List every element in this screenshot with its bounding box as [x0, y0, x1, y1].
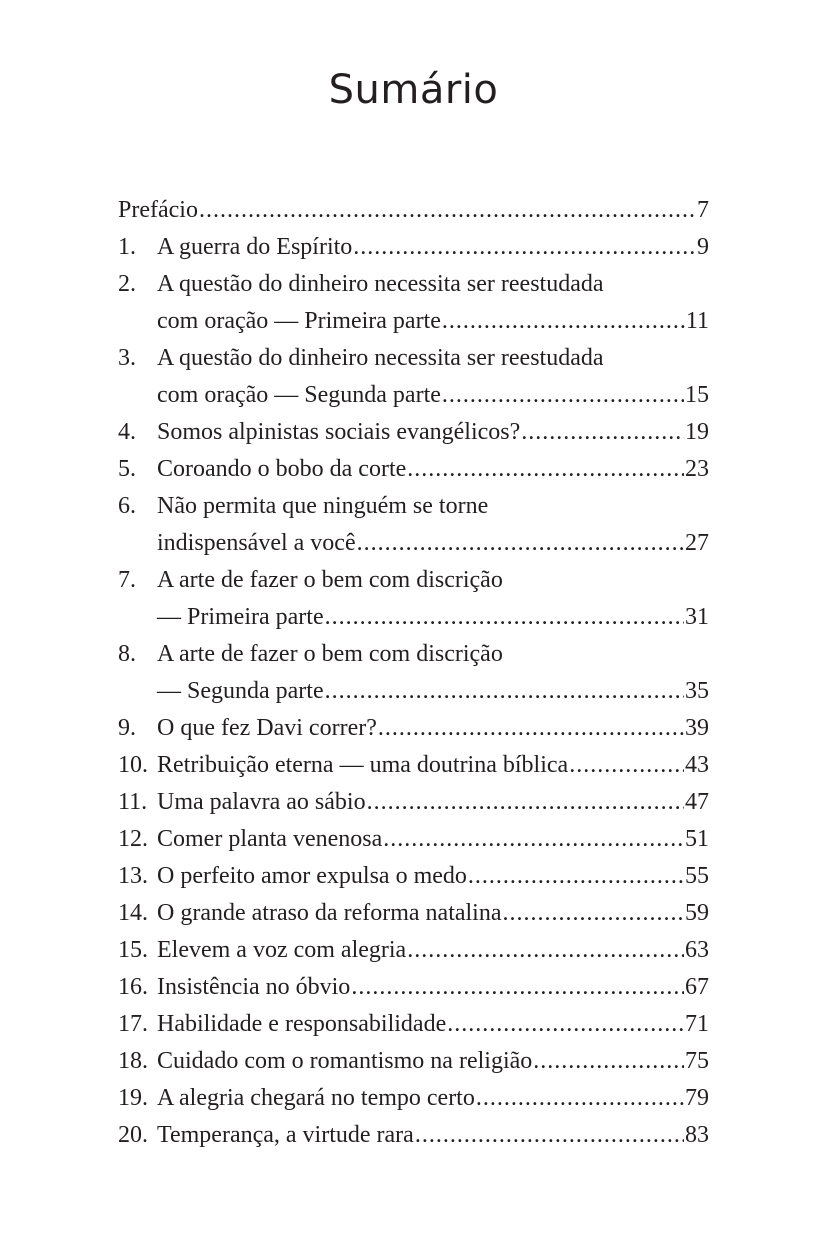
toc-entry-title: Coroando o bobo da corte: [157, 456, 407, 482]
dot-leader: [442, 377, 684, 414]
toc-entry-number: 15.: [118, 937, 148, 963]
toc-entry-continuation[interactable]: [118, 303, 709, 340]
toc-entry-number: 20.: [118, 1122, 148, 1148]
toc-entry-title: Temperança, a virtude rara: [157, 1122, 414, 1148]
page-title: Sumário: [328, 66, 499, 113]
toc-entry[interactable]: [118, 1006, 709, 1043]
dot-leader: [383, 821, 684, 858]
toc-entry[interactable]: [118, 340, 709, 377]
toc-page-number: 43: [685, 752, 709, 778]
toc-page-number: 59: [685, 900, 709, 926]
toc-page-number: 35: [685, 678, 709, 704]
toc-page-number: 67: [685, 974, 709, 1000]
toc-page-number: 83: [685, 1122, 709, 1148]
toc-entry[interactable]: [118, 229, 709, 266]
toc-entry-number: 18.: [118, 1048, 148, 1074]
dot-leader: [521, 414, 684, 451]
toc-entry-number: 13.: [118, 863, 148, 889]
dot-leader: [378, 710, 684, 747]
toc-entry-continuation[interactable]: [118, 525, 709, 562]
dot-leader: [569, 747, 684, 784]
table-of-contents: [118, 192, 709, 1154]
toc-entry[interactable]: [118, 858, 709, 895]
dot-leader: [447, 1006, 684, 1043]
dot-leader: [351, 969, 684, 1006]
toc-entry-number: 14.: [118, 900, 148, 926]
dot-leader: [407, 932, 684, 969]
dot-leader: [468, 858, 684, 895]
dot-leader: [325, 673, 684, 710]
toc-entry-continuation[interactable]: [118, 599, 709, 636]
dot-leader: [503, 895, 685, 932]
toc-entry-continuation[interactable]: [118, 673, 709, 710]
toc-entry-title: A guerra do Espírito: [157, 234, 353, 260]
toc-entry-title: O que fez Davi correr?: [157, 715, 377, 741]
toc-entry-title: Insistência no óbvio: [157, 974, 351, 1000]
toc-entry-number: 7.: [118, 567, 136, 593]
toc-entry-number: 9.: [118, 715, 136, 741]
toc-entry-number: 17.: [118, 1011, 148, 1037]
dot-leader: [325, 599, 684, 636]
toc-entry-number: 5.: [118, 456, 136, 482]
toc-page-number: 23: [685, 456, 709, 482]
toc-entry-number: 4.: [118, 419, 136, 445]
toc-entry[interactable]: [118, 821, 709, 858]
dot-leader: [442, 303, 685, 340]
toc-entry[interactable]: [118, 747, 709, 784]
toc-entry[interactable]: [118, 1117, 709, 1154]
dot-leader: [407, 451, 684, 488]
toc-entry-number: 19.: [118, 1085, 148, 1111]
dot-leader: [415, 1117, 684, 1154]
toc-entry-title: com oração — Segunda parte: [157, 382, 441, 408]
dot-leader: [353, 229, 696, 266]
toc-entry-preface[interactable]: [118, 192, 709, 229]
dot-leader: [533, 1043, 684, 1080]
toc-entry[interactable]: [118, 488, 709, 525]
toc-entry[interactable]: [118, 1043, 709, 1080]
toc-page-number: 47: [685, 789, 709, 815]
toc-page-number: 19: [685, 419, 709, 445]
toc-page-number: 27: [685, 530, 709, 556]
toc-entry[interactable]: [118, 266, 709, 303]
toc-page-number: 39: [685, 715, 709, 741]
toc-entry-title: A questão do dinheiro necessita ser reestudada: [157, 345, 604, 371]
toc-page-number: 79: [685, 1085, 709, 1111]
toc-entry-title: Cuidado com o romantismo na religião: [157, 1048, 533, 1074]
toc-page-number: 75: [685, 1048, 709, 1074]
toc-entry[interactable]: [118, 451, 709, 488]
toc-entry[interactable]: [118, 932, 709, 969]
toc-entry-title: A questão do dinheiro necessita ser reestudada: [157, 271, 604, 297]
toc-entry-number: 10.: [118, 752, 148, 778]
toc-entry-title: Uma palavra ao sábio: [157, 789, 366, 815]
toc-entries: [118, 229, 709, 1154]
toc-entry-title: Habilidade e responsabilidade: [157, 1011, 447, 1037]
toc-page-number: 11: [685, 308, 709, 334]
toc-entry[interactable]: [118, 636, 709, 673]
toc-entry-title: A arte de fazer o bem com discrição: [157, 641, 503, 667]
toc-page-number: 71: [685, 1011, 709, 1037]
toc-entry-title: Somos alpinistas sociais evangélicos?: [157, 419, 521, 445]
toc-entry-number: 6.: [118, 493, 136, 519]
toc-entry-title: — Primeira parte: [157, 604, 324, 630]
toc-page-number: 9: [697, 234, 709, 260]
toc-entry-title: O grande atraso da reforma natalina: [157, 900, 502, 926]
toc-page-number: 7: [697, 197, 709, 223]
toc-entry-title: com oração — Primeira parte: [157, 308, 441, 334]
toc-entry-title: Elevem a voz com alegria: [157, 937, 407, 963]
toc-entry-number: 12.: [118, 826, 148, 852]
toc-entry-title: A alegria chegará no tempo certo: [157, 1085, 475, 1111]
toc-page-number: 31: [685, 604, 709, 630]
toc-page-number: 51: [685, 826, 709, 852]
toc-page-number: 63: [685, 937, 709, 963]
toc-entry-title: A arte de fazer o bem com discrição: [157, 567, 503, 593]
toc-entry-number: 16.: [118, 974, 148, 1000]
dot-leader: [367, 784, 684, 821]
toc-entry-number: 2.: [118, 271, 136, 297]
toc-entry-number: 11.: [118, 789, 148, 815]
toc-page-number: 15: [685, 382, 709, 408]
dot-leader: [476, 1080, 684, 1117]
toc-entry-number: 1.: [118, 234, 136, 260]
toc-page-number: 55: [685, 863, 709, 889]
toc-entry-title: Não permita que ninguém se torne: [157, 493, 489, 519]
toc-entry-title: Comer planta venenosa: [157, 826, 383, 852]
toc-entry-number: 8.: [118, 641, 136, 667]
toc-entry[interactable]: [118, 895, 709, 932]
toc-entry-title: Prefácio: [118, 197, 198, 223]
toc-entry[interactable]: [118, 414, 709, 451]
toc-entry-number: 3.: [118, 345, 136, 371]
dot-leader: [357, 525, 684, 562]
dot-leader: [199, 192, 696, 229]
toc-entry-title: Retribuição eterna — uma doutrina bíblica: [157, 752, 569, 778]
toc-entry[interactable]: [118, 710, 709, 747]
toc-entry[interactable]: [118, 1080, 709, 1117]
toc-entry[interactable]: [118, 784, 709, 821]
toc-entry-continuation[interactable]: [118, 377, 709, 414]
toc-entry[interactable]: [118, 969, 709, 1006]
toc-entry-title: O perfeito amor expulsa o medo: [157, 863, 467, 889]
toc-entry-title: indispensável a você: [157, 530, 356, 556]
toc-entry[interactable]: [118, 562, 709, 599]
toc-entry-title: — Segunda parte: [157, 678, 324, 704]
